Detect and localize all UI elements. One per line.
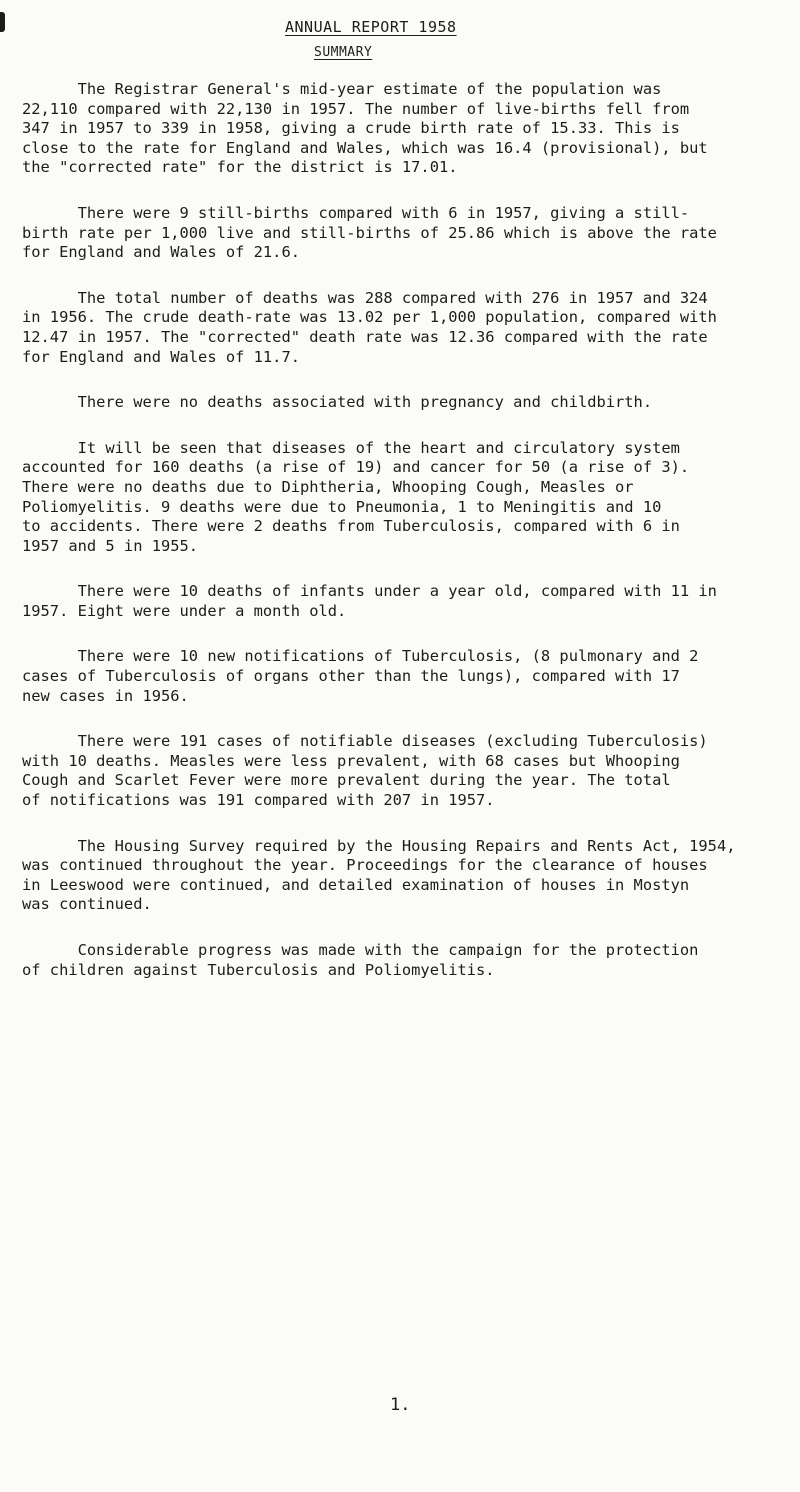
binding-mark [0,12,5,32]
paragraph-pregnancy: There were no deaths associated with pregnancy and childbirth. [22,393,653,412]
paragraph-housing: The Housing Survey required by the Housing Repairs and Rents Act, 1954, was continued throughout the year. Proceedings for the clearance of houses in Leeswood were continued, and detailed examination of houses in Mostyn was continued. [22,836,736,914]
paragraph-campaign: Considerable progress was made with the campaign for the protection of children against Tuberculosis and Poliomyelitis. [22,941,699,979]
paragraph-notifiable-diseases: There were 191 cases of notifiable diseases (excluding Tuberculosis) with 10 deaths. Measles were less prevalent, with 68 cases but Whooping Cough and Scarlet Fever were more prevalent during the year. The total of notifications was 191 compared with 207 in 1957. [22,732,708,810]
paragraph-deaths: The total number of deaths was 288 compared with 276 in 1957 and 324 in 1956. The crude death-rate was 13.02 per 1,000 population, compared with 12.47 in 1957. The "corrected" death rate was 12.36 compared with the rate for England and Wales of 11.7. [22,288,717,366]
paragraph-causes-of-death: It will be seen that diseases of the heart and circulatory system accounted for 160 deaths (a rise of 19) and cancer for 50 (a rise of 3). There were no deaths due to Diphtheria, Whooping Cough, Measles or Poliomyelitis. 9 deaths were due to Pneumonia, 1 to Meningitis and 10 to accidents. There were 2 deaths from Tuberculosis, compared with 6 in 1957 and 5 in 1955. [22,438,690,555]
paragraph-still-births: There were 9 still-births compared with 6 in 1957, giving a still- birth rate per 1,000 live and still-births of 25.86 which is above the rate for England and Wales of 21.6. [22,203,717,262]
paragraph-population: The Registrar General's mid-year estimate of the population was 22,110 compared with 22,130 in 1957. The number of live-births fell from 347 in 1957 to 339 in 1958, giving a crude birth rate of 15.33. This is close to the rate for England and Wales, which was 16.4 (provisional), but the "corrected rate" for the district is 17.01. [22,80,708,177]
report-title: ANNUAL REPORT 1958 [285,18,457,36]
page-number: 1. [390,1395,411,1415]
paragraph-infant-deaths: There were 10 deaths of infants under a year old, compared with 11 in 1957. Eight were under a month old. [22,582,717,620]
paragraph-tuberculosis: There were 10 new notifications of Tuberculosis, (8 pulmonary and 2 cases of Tuberculosis of organs other than the lungs), compared with 17 new cases in 1956. [22,647,699,705]
report-subtitle: SUMMARY [314,45,373,60]
summary-body [22,80,782,1006]
